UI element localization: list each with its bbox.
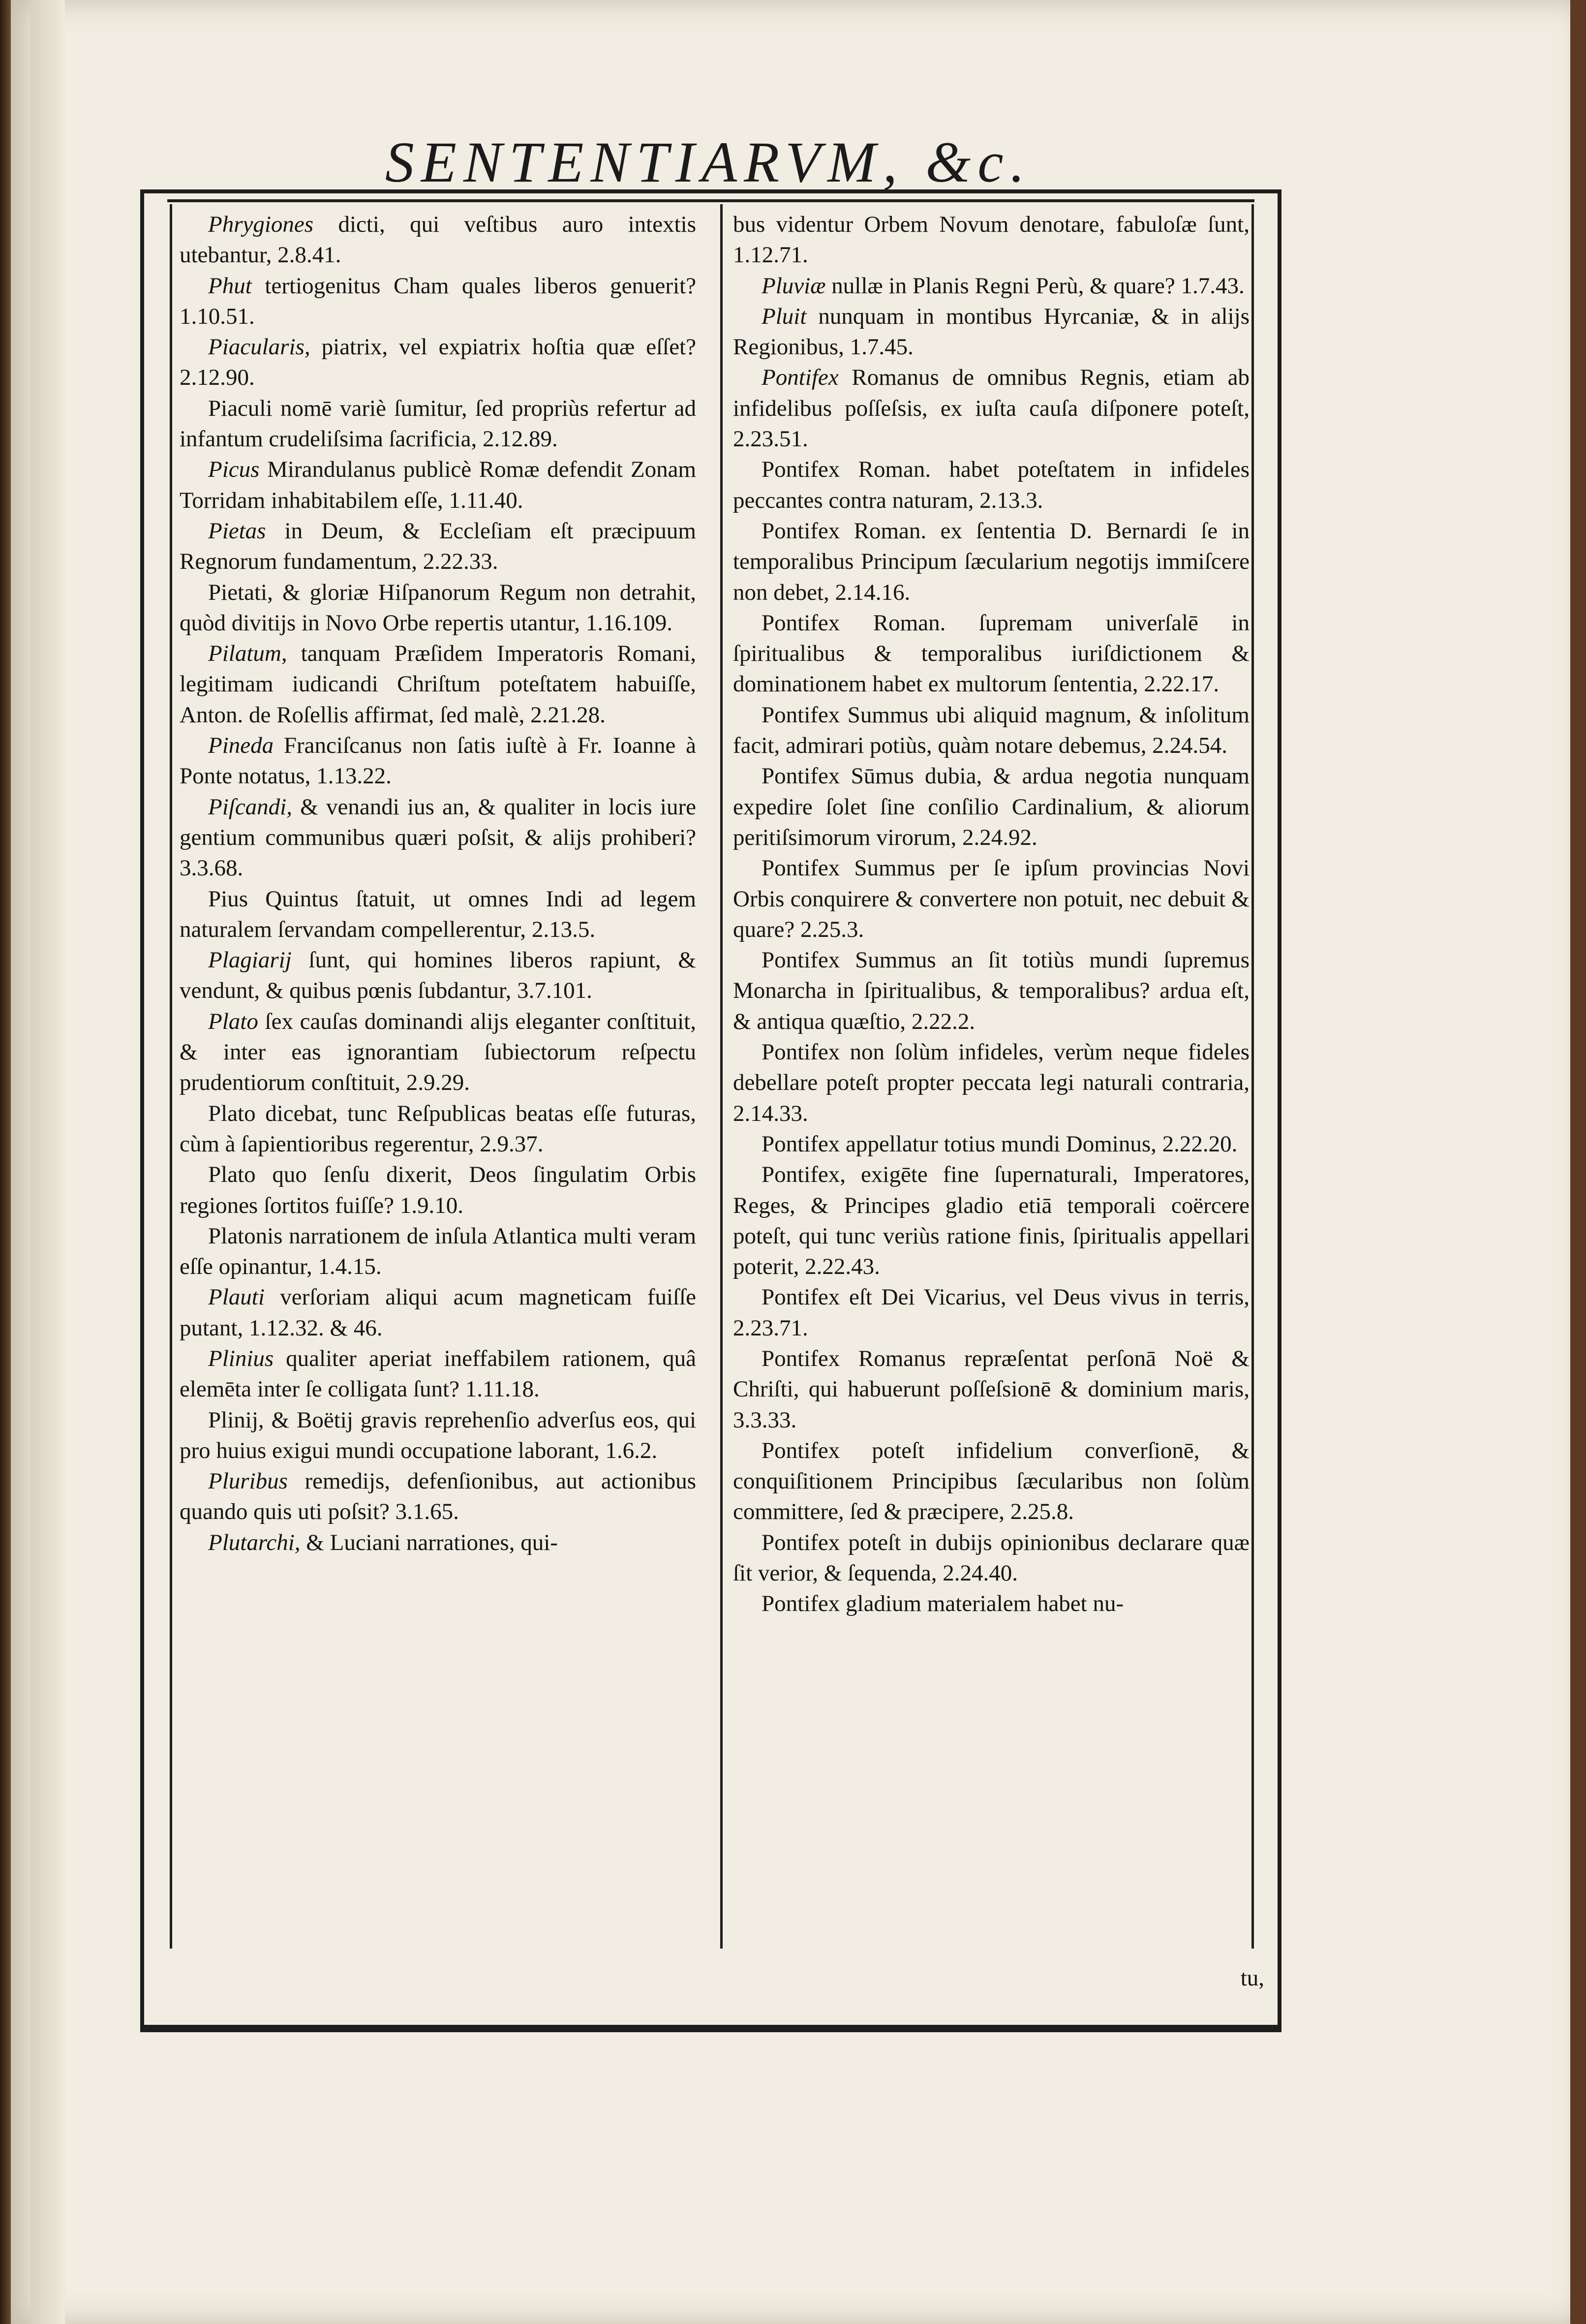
- index-entry: [733, 608, 1250, 700]
- index-entry: [733, 700, 1250, 761]
- index-entry: [180, 1098, 696, 1160]
- entry-text: Pontifex eſt Dei Vicarius, vel Deus vivus in terris, 2.23.71.: [733, 1284, 1250, 1341]
- index-entry: [180, 393, 696, 455]
- index-entry: [180, 454, 696, 516]
- index-entry: [180, 209, 696, 271]
- entry-lemma: Plagiarij: [208, 947, 292, 973]
- entry-lemma: Phrygiones: [208, 212, 314, 237]
- entry-text: Piaculi nomē variè ſumitur, ſed propriùs refertur ad infantum crudeliſsima ſacrificia, 2.12.89.: [180, 395, 696, 452]
- entry-text: & venandi ius an, & qualiter in locis iure gentium communibus quæri poſsit, & alijs prohiberi? 3.3.68.: [180, 794, 696, 881]
- index-entry: [180, 1221, 696, 1282]
- index-entry: [180, 1405, 696, 1466]
- right-column-rule: [1251, 204, 1254, 1949]
- entry-lemma: Plauti: [208, 1284, 265, 1310]
- entry-text: & Luciani narrationes, qui-: [300, 1529, 558, 1555]
- bottom-rule: [140, 2025, 1281, 2029]
- entry-lemma: Plinius: [208, 1345, 274, 1371]
- index-entry: [733, 516, 1250, 608]
- entry-lemma: Piacularis,: [208, 334, 310, 360]
- index-entry: [733, 301, 1250, 363]
- entry-lemma: Piſcandi,: [208, 794, 292, 820]
- index-entry: [733, 761, 1250, 853]
- index-entry: [733, 1343, 1250, 1435]
- entry-text: dicti, qui veſtibus auro intextis utebantur, 2.8.41.: [180, 212, 696, 268]
- entry-text: Platonis narrationem de inſula Atlantica multi veram eſſe opinantur, 1.4.15.: [180, 1223, 696, 1280]
- catchword: tu,: [1240, 1965, 1264, 1991]
- index-entry: [180, 638, 696, 730]
- index-entry: [180, 884, 696, 945]
- entry-text: Romanus de omnibus Regnis, etiam ab infidelibus poſſeſsis, ex iuſta cauſa diſponere poteſt, 2.23.51.: [733, 365, 1250, 452]
- index-entry: [733, 1037, 1250, 1129]
- entry-lemma: Pilatum,: [208, 641, 287, 667]
- index-entry: [733, 1129, 1250, 1159]
- entry-text: Pontifex Sūmus dubia, & ardua negotia nunquam expedire ſolet ſine conſilio Cardinalium, & aliorum peritiſsimorum virorum, 2.24.92.: [733, 763, 1250, 850]
- entry-text: Pontifex gladium materialem habet nu-: [762, 1591, 1124, 1617]
- entry-text: Pontifex, exigēte fine ſupernaturali, Imperatores, Reges, & Principes gladio etiā temporali coërcere poteſt, qui tunc veriùs ratione finis, ſpiritualis appellari poterit, 2.22.43.: [733, 1162, 1250, 1280]
- entry-text: Pontifex poteſt infidelium converſionē, & conquiſitionem Principibus ſæcularibus non ſolùm committere, ſed & præcipere, 2.25.8.: [733, 1437, 1250, 1525]
- entry-text: piatrix, vel expiatrix hoſtia quæ eſſet? 2.12.90.: [180, 334, 696, 391]
- entry-lemma: Pineda: [208, 733, 274, 759]
- entry-text: verſoriam aliqui acum magneticam fuiſſe putant, 1.12.32. & 46.: [180, 1284, 696, 1341]
- entry-text: bus videntur Orbem Novum denotare, fabuloſæ ſunt, 1.12.71.: [733, 212, 1250, 268]
- index-entry: [733, 1588, 1250, 1619]
- index-entry: [180, 271, 696, 332]
- index-entry: [733, 362, 1250, 454]
- entry-text: Pontifex non ſolùm infideles, verùm neque fideles debellare poteſt propter peccata legi naturali contraria, 2.14.33.: [733, 1039, 1250, 1126]
- entry-text: nunquam in montibus Hyrcaniæ, & in alijs Regionibus, 1.7.45.: [733, 303, 1250, 360]
- entry-text: Plato dicebat, tunc Reſpublicas beatas eſſe futuras, cùm à ſapientioribus regerentur, 2.9.37.: [180, 1100, 696, 1157]
- index-entry: [733, 1159, 1250, 1282]
- left-column-rule: [170, 204, 172, 1949]
- index-entry: [180, 945, 696, 1006]
- entry-lemma: Plato: [208, 1008, 258, 1034]
- entry-text: Pontifex Summus per ſe ipſum provincias Novi Orbis conquirere & convertere non potuit, nec debuit & quare? 2.25.3.: [733, 855, 1250, 942]
- index-entry: [733, 945, 1250, 1037]
- entry-text: Pontifex Summus ubi aliquid magnum, & inſolitum facit, admirari potiùs, quàm notare debemus, 2.24.54.: [733, 702, 1250, 759]
- index-entry: [180, 1282, 696, 1343]
- index-entry: [733, 1527, 1250, 1589]
- entry-text: Plinij, & Boëtij gravis reprehenſio adverſus eos, qui pro huius exigui mundi occupatione laborant, 1.6.2.: [180, 1407, 696, 1463]
- index-entry: [180, 577, 696, 639]
- column-divider: [720, 204, 723, 1949]
- index-entry: [180, 1527, 696, 1558]
- index-entry: [180, 1006, 696, 1098]
- index-entry: [733, 1282, 1250, 1343]
- index-entry: [733, 271, 1250, 301]
- entry-text: Franciſcanus non ſatis iuſtè à Fr. Ioanne à Ponte notatus, 1.13.22.: [180, 733, 696, 789]
- page-gutter: [30, 0, 65, 2324]
- index-column-left: [180, 209, 696, 1961]
- index-entry: [180, 1466, 696, 1527]
- entry-lemma: Picus: [208, 457, 260, 483]
- entry-text: Pontifex Romanus repræſentat perſonā Noë & Chriſti, qui habuerunt poſſeſsionē & dominium maris, 3.3.33.: [733, 1345, 1250, 1433]
- index-entry: [733, 454, 1250, 516]
- index-entry: [733, 1435, 1250, 1527]
- index-entry: [180, 792, 696, 884]
- entry-text: nullæ in Planis Regni Perù, & quare? 1.7.43.: [825, 273, 1245, 299]
- entry-text: remedijs, defenſionibus, aut actionibus quando quis uti poſsit? 3.1.65.: [180, 1468, 696, 1525]
- entry-text: Pontifex appellatur totius mundi Dominus, 2.22.20.: [762, 1131, 1238, 1157]
- entry-text: Pontifex Roman. ex ſententia D. Bernardi ſe in temporalibus Principum ſæcularium negotijs immiſcere non debet, 2.14.16.: [733, 518, 1250, 605]
- entry-text: Plato quo ſenſu dixerit, Deos ſingulatim Orbis regiones ſortitos fuiſſe? 1.9.10.: [180, 1162, 696, 1218]
- entry-text: Pontifex Summus an ſit totiùs mundi ſupremus Monarcha in ſpiritualibus, & temporalibus? ardua eſt, & antiqua quæſtio, 2.22.2.: [733, 947, 1250, 1034]
- entry-text: tanquam Præſidem Imperatoris Romani, legitimam iudicandi Chriſtum poteſtatem habuiſſe, Anton. de Roſellis affirmat, ſed malè, 2.21.28.: [180, 641, 696, 728]
- entry-text: Pietati, & gloriæ Hiſpanorum Regum non detrahit, quòd divitijs in Novo Orbe repertis utantur, 1.16.109.: [180, 579, 696, 636]
- index-entry: [733, 209, 1250, 271]
- entry-text: Pontifex Roman. ſupremam univerſalē in ſpiritualibus & temporalibus iuriſdictionem & dominationem habet ex multorum ſententia, 2.22.17.: [733, 610, 1250, 697]
- index-entry: [180, 1343, 696, 1405]
- entry-text: Pontifex Roman. habet poteſtatem in infideles peccantes contra naturam, 2.13.3.: [733, 457, 1250, 513]
- entry-lemma: Pluit: [762, 303, 807, 329]
- entry-text: Pontifex poteſt in dubijs opinionibus declarare quæ ſit verior, & ſequenda, 2.24.40.: [733, 1529, 1250, 1586]
- index-entry: [180, 1159, 696, 1221]
- book-binding: [0, 0, 11, 2324]
- index-entry: [180, 332, 696, 393]
- entry-lemma: Pontifex: [762, 365, 839, 391]
- index-column-right: [733, 209, 1250, 1961]
- frame-inner-rule: [167, 199, 1254, 202]
- entry-text: ſex cauſas dominandi alijs eleganter conſtituit, & inter eas ignorantiam ſubiectorum reſpectu prudentiorum conſtituit, 2.9.29.: [180, 1008, 696, 1096]
- entry-lemma: Plutarchi,: [208, 1529, 301, 1555]
- entry-text: Mirandulanus publicè Romæ defendit Zonam Torridam inhabitabilem eſſe, 1.11.40.: [180, 457, 696, 513]
- entry-text: ſunt, qui homines liberos rapiunt, & vendunt, & quibus pœnis ſubdantur, 3.7.101.: [180, 947, 696, 1004]
- entry-text: tertiogenitus Cham quales liberos genuerit? 1.10.51.: [180, 273, 696, 329]
- entry-text: in Deum, & Eccleſiam eſt præcipuum Regnorum fundamentum, 2.22.33.: [180, 518, 696, 575]
- entry-lemma: Pietas: [208, 518, 266, 544]
- index-entry: [180, 730, 696, 792]
- entry-text: qualiter aperiat ineffabilem rationem, quâ elemēta inter ſe colligata ſunt? 1.11.18.: [180, 1345, 696, 1402]
- entry-lemma: Phut: [208, 273, 252, 299]
- entry-lemma: Pluviæ: [762, 273, 826, 299]
- index-entry: [733, 853, 1250, 945]
- entry-lemma: Pluribus: [208, 1468, 288, 1494]
- entry-text: Pius Quintus ſtatuit, ut omnes Indi ad legem naturalem ſervandam compellerentur, 2.13.5.: [180, 886, 696, 942]
- running-head: SENTENTIARVM, &c.: [385, 130, 1032, 194]
- index-entry: [180, 516, 696, 577]
